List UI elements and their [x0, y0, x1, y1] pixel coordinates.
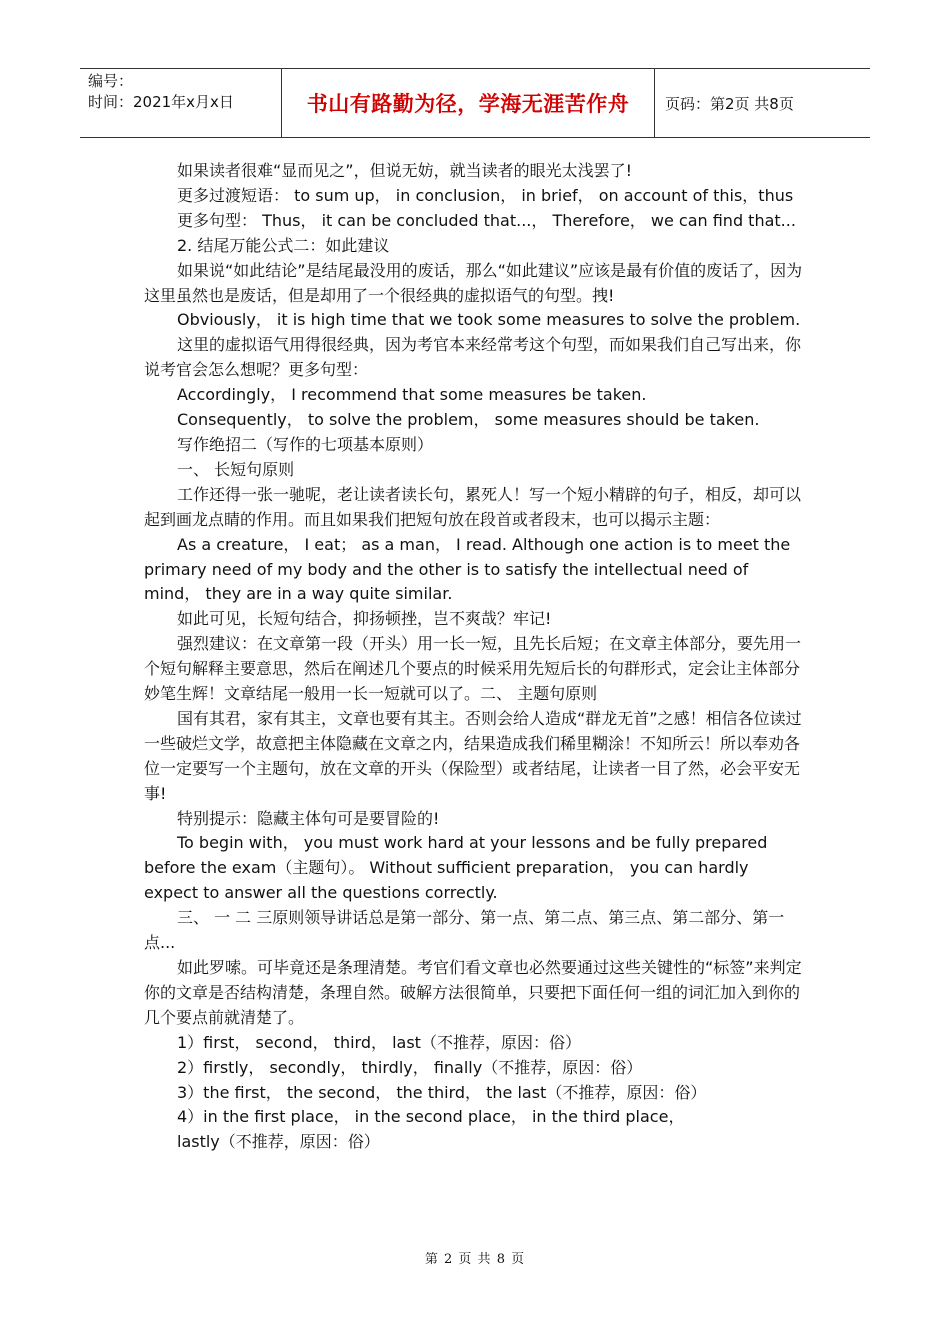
example-sentence: To begin with， you must work hard at your lessons and be fully prepared before the exam（主题句）。 Without sufficient preparation， you can hardly expect to answer all the questions correctly.	[144, 833, 768, 903]
example-sentence: Consequently， to solve the problem， some measures should be taken.	[177, 410, 760, 430]
example-sentence: As a creature， I eat； as a man， I read. Although one action is to meet the primary need of my body and the other is to satisfy the intellectual need of mind， they are in a way quite similar.	[144, 534, 791, 604]
doc-code-label: 编号：	[88, 72, 134, 90]
header-page-info-cell	[655, 69, 870, 137]
paragraph: 如此可见，长短句结合，抑扬顿挫，岂不爽哉？牢记!	[177, 609, 552, 629]
document-body	[144, 159, 806, 1155]
page-header	[80, 68, 870, 138]
paragraph: 更多过渡短语： to sum up， in conclusion， in brief， on account of this，thus	[177, 185, 794, 205]
paragraph: 特别提示：隐藏主体句可是要冒险的!	[177, 808, 440, 828]
paragraph: 这里的虚拟语气用得很经典，因为考官本来经常考这个句型，而如果我们自己写出来，你说考官会怎么想呢？更多句型：	[144, 335, 802, 380]
list-item: 4）in the first place， in the second place， in the third place，	[177, 1107, 685, 1127]
header-motto-cell	[282, 69, 655, 137]
example-sentence: Obviously， it is high time that we took some measures to solve the problem.	[177, 310, 801, 330]
section-heading: 一、 长短句原则	[177, 459, 295, 479]
example-sentence: Accordingly， I recommend that some measures be taken.	[177, 385, 647, 405]
section-heading: 2. 结尾万能公式二：如此建议	[177, 235, 390, 255]
list-item: 2）firstly， secondly， thirdly， finally（不推荐，原因：俗）	[177, 1057, 643, 1077]
paragraph: 国有其君，家有其主，文章也要有其主。否则会给人造成“群龙无首”之感！相信各位读过一些破烂文学，故意把主体隐藏在文章之内，结果造成我们稀里糊涂！不知所云！所以奉劝各位一定要写一个主题句，放在文章的开头（保险型）或者结尾，让读者一目了然，必会平安无事!	[144, 708, 802, 803]
header-motto: 书山有路勤为径，学海无涯苦作舟	[306, 91, 630, 116]
paragraph: 强烈建议：在文章第一段（开头）用一长一短，且先长后短；在文章主体部分，要先用一个短句解释主要意思，然后在阐述几个要点的时候采用先短后长的句群形式，定会让主体部分妙笔生辉！文章结尾一般用一长一短就可以了。二、 主题句原则	[144, 634, 802, 704]
paragraph: 如此罗嗦。可毕竟还是条理清楚。考官们看文章也必然要通过这些关键性的“标签”来判定你的文章是否结构清楚，条理自然。破解方法很简单，只要把下面任何一组的词汇加入到你的几个要点前就清楚了。	[144, 958, 802, 1027]
doc-time-label: 时间：2021年x月x日	[88, 93, 234, 111]
paragraph: 更多句型： Thus， it can be concluded that...， Therefore， we can find that...	[177, 210, 796, 230]
page-footer: 第 2 页 共 8 页	[424, 1252, 526, 1267]
section-heading: 三、 一 二 三原则领导讲话总是第一部分、第一点、第二点、第三点、第二部分、第一点...	[144, 908, 785, 953]
paragraph: 如果读者很难“显而见之”，但说无妨，就当读者的眼光太浅罢了!	[177, 161, 632, 180]
list-item: 3）the first， the second， the third， the last（不推荐，原因：俗）	[177, 1082, 707, 1102]
list-item: lastly（不推荐，原因：俗）	[177, 1132, 380, 1152]
paragraph: 工作还得一张一驰呢，老让读者读长句，累死人！写一个短小精辟的句子，相反，却可以起到画龙点睛的作用。而且如果我们把短句放在段首或者段末，也可以揭示主题：	[144, 484, 802, 529]
section-heading: 写作绝招二（写作的七项基本原则）	[177, 434, 434, 454]
list-item: 1）first， second， third， last（不推荐，原因：俗）	[177, 1032, 581, 1052]
paragraph: 如果说“如此结论”是结尾最没用的废话，那么“如此建议”应该是最有价值的废话了，因为这里虽然也是废话，但是却用了一个很经典的虚拟语气的句型。拽!	[144, 260, 803, 305]
header-meta	[80, 69, 282, 137]
header-page-info: 页码：第2页 共8页	[665, 94, 794, 113]
